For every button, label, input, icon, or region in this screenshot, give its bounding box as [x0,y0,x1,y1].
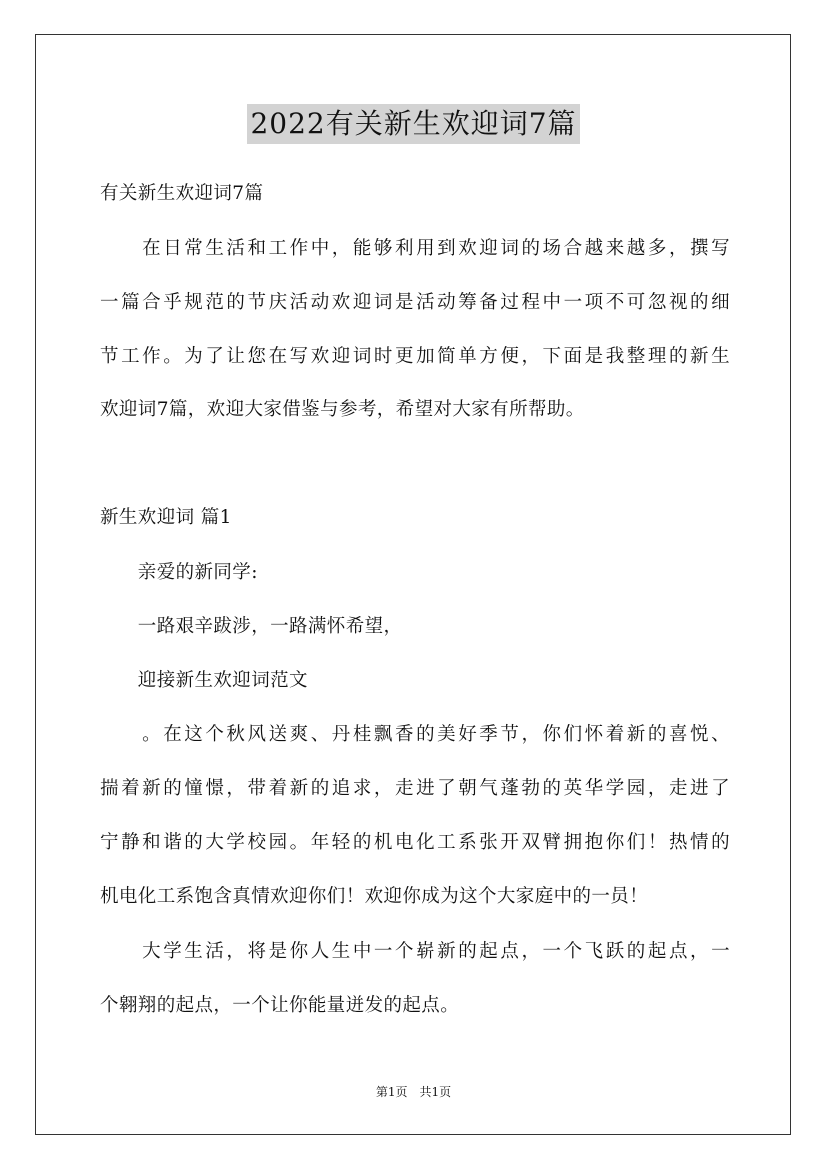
para2-line-1: 大学生活，将是你人生中一个崭新的起点，一个飞跃的起点，一 [100,941,730,962]
section-heading: 新生欢迎词 篇1 [100,507,232,528]
title-container [0,104,827,144]
para1-line-1: 。在这个秋风送爽、丹桂飘香的美好季节，你们怀着新的喜悦、 [100,724,730,745]
intro-line-2: 一篇合乎规范的节庆活动欢迎词是活动筹备过程中一项不可忽视的细 [100,292,730,313]
para1-line-2: 揣着新的憧憬，带着新的追求，走进了朝气蓬勃的英华学园，走进了 [100,778,730,799]
para1-line-4: 机电化工系饱含真情欢迎你们！欢迎你成为这个大家庭中的一员！ [100,886,649,907]
intro-line-3: 节工作。为了让您在写欢迎词时更加简单方便，下面是我整理的新生 [100,346,730,367]
para2-line-2: 个翱翔的起点，一个让你能量迸发的起点。 [100,995,460,1016]
document-title: 2022有关新生欢迎词7篇 [247,104,579,144]
page-footer: 第1页 共1页 [375,1085,452,1099]
subtitle: 有关新生欢迎词7篇 [100,183,264,204]
text-line-a: 一路艰辛跋涉，一路满怀希望， [100,616,403,637]
salutation: 亲爱的新同学: [100,562,258,583]
intro-line-4: 欢迎词7篇，欢迎大家借鉴与参考，希望对大家有所帮助。 [100,399,585,420]
intro-line-1: 在日常生活和工作中，能够利用到欢迎词的场合越来越多，撰写 [100,238,730,259]
text-line-b: 迎接新生欢迎词范文 [100,670,308,691]
para1-line-3: 宁静和谐的大学校园。年轻的机电化工系张开双臂拥抱你们！热情的 [100,832,730,853]
